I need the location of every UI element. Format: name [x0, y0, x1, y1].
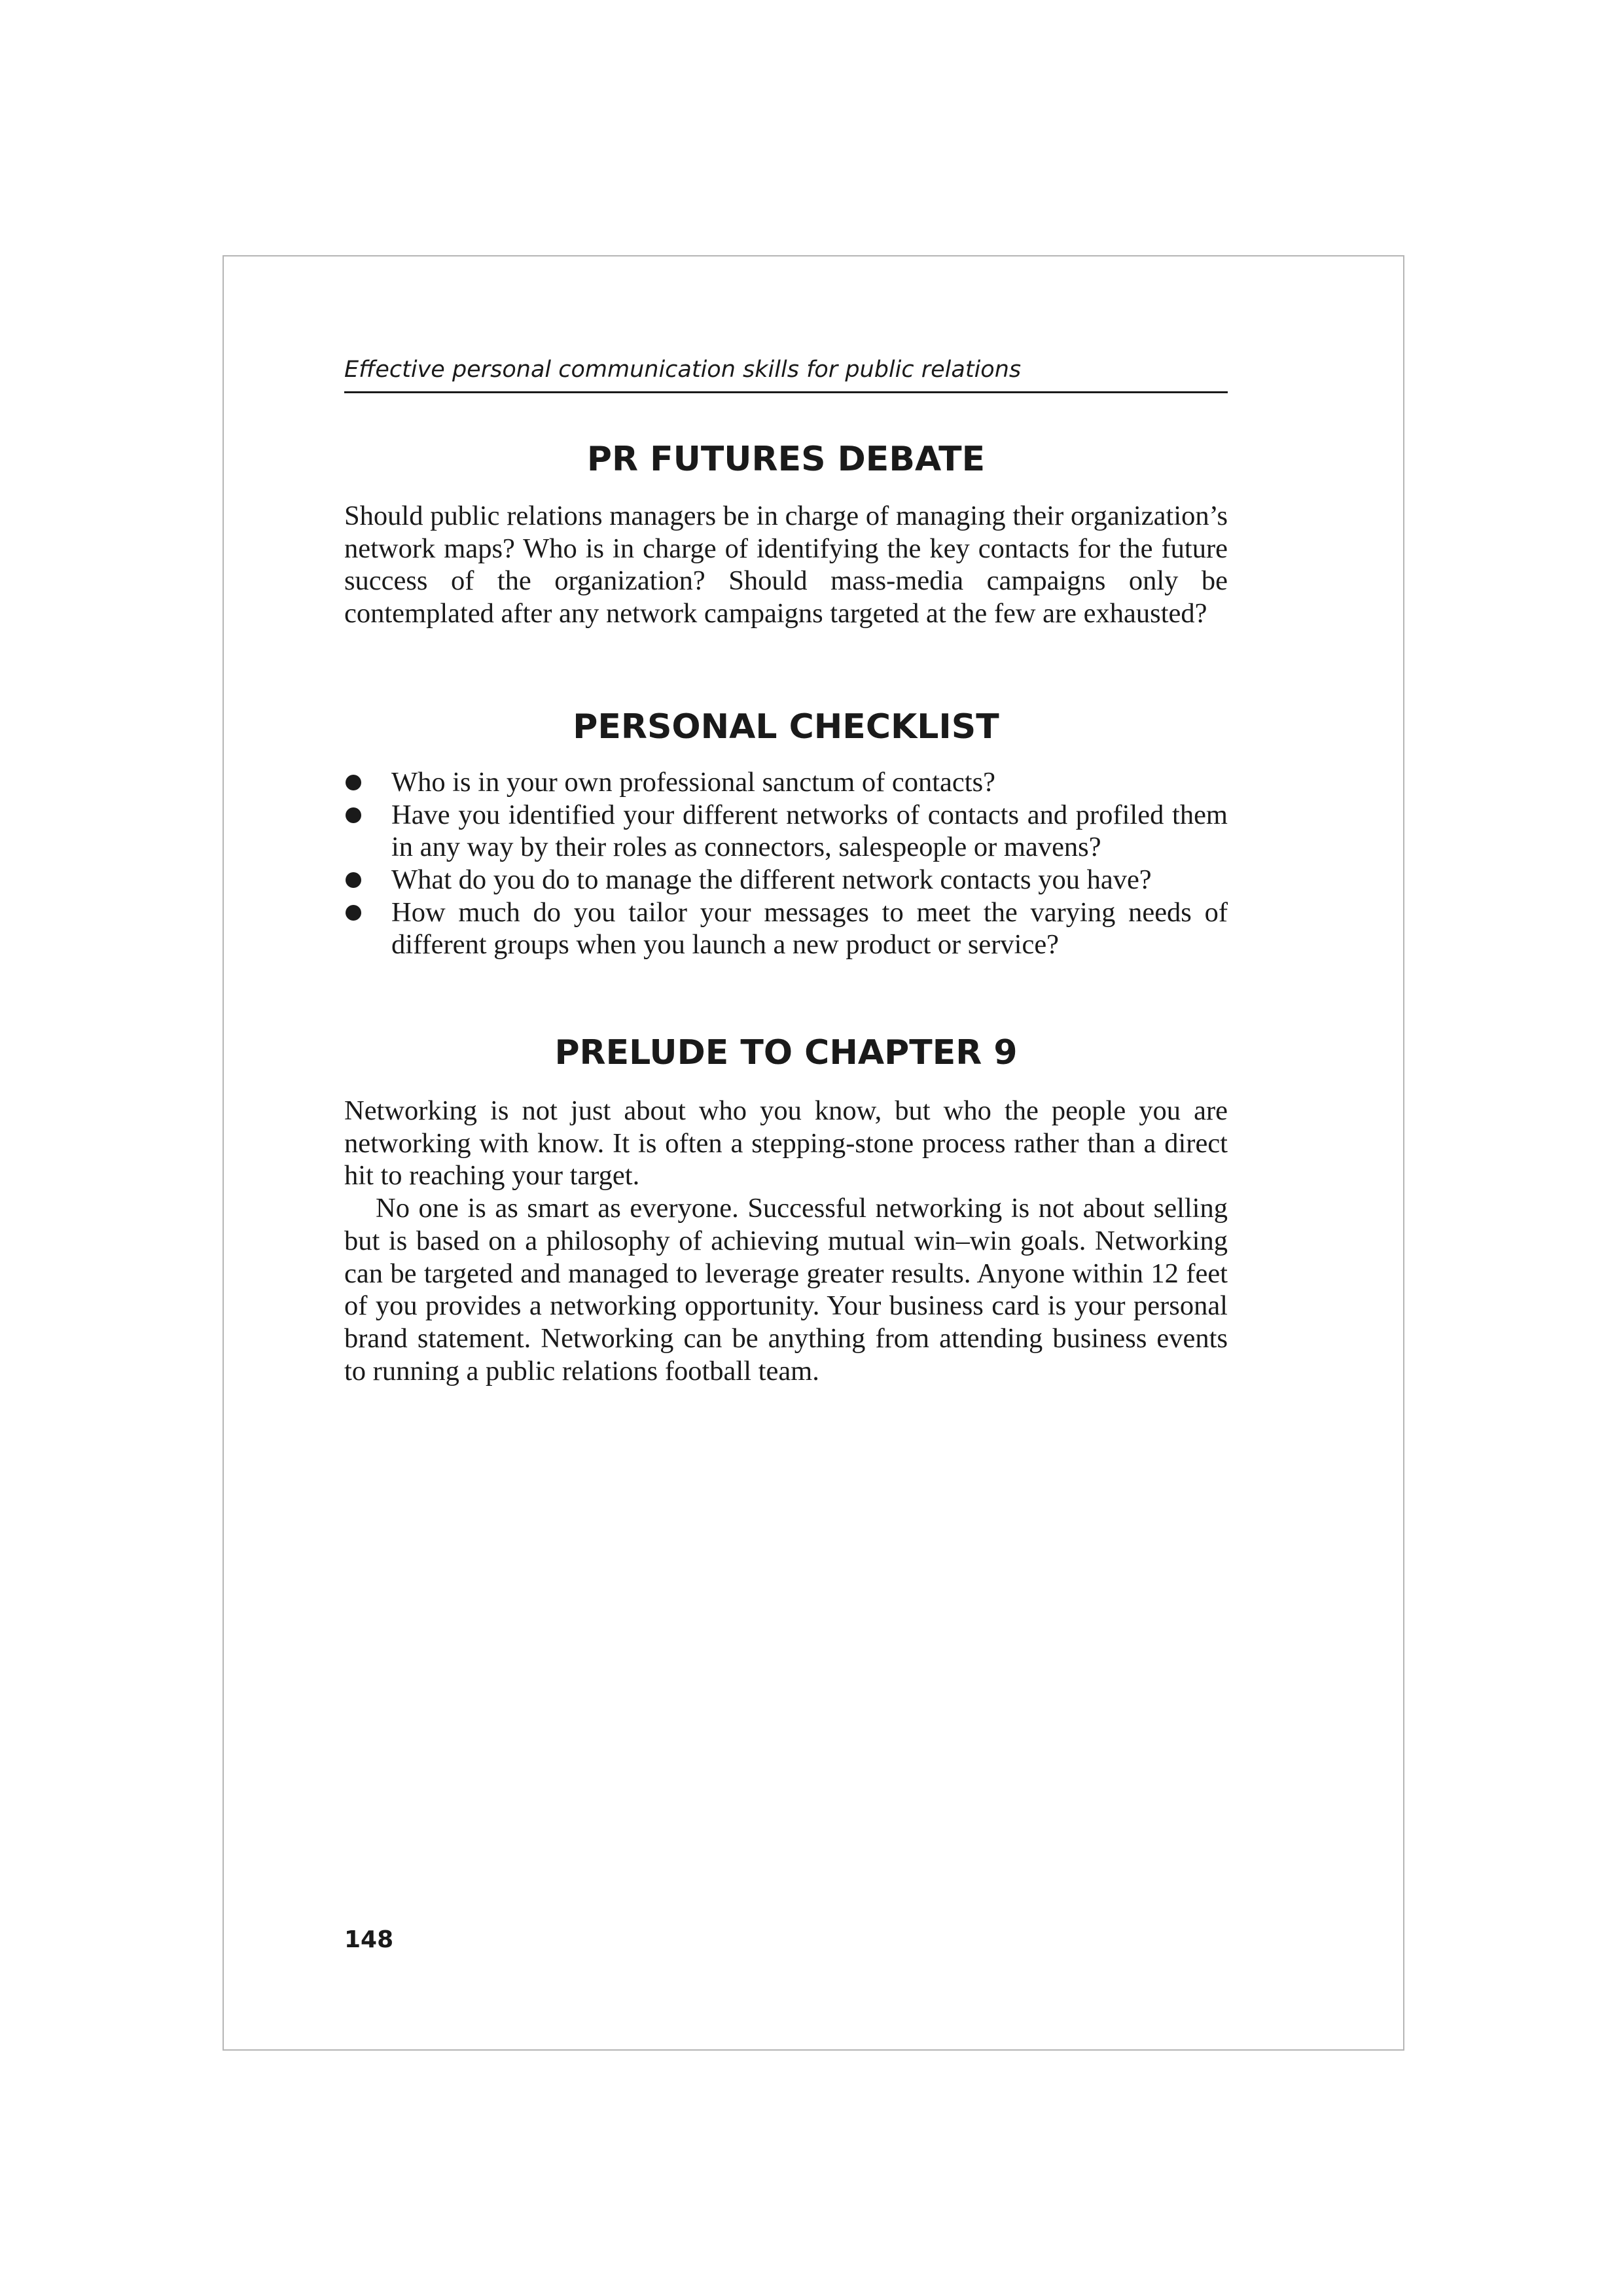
prelude-heading: PRELUDE TO CHAPTER 9: [554, 1033, 1018, 1073]
checklist-item-text: Who is in your own professional sanctum of contacts?: [391, 766, 995, 798]
checklist-item: [344, 864, 1228, 896]
checklist-item-text: What do you do to manage the different network contacts you have?: [391, 864, 1152, 895]
prelude-paragraph: Networking is not just about who you know, but who the people you are networking with know. It is often a stepping-stone process rather than a direct hit to reaching your target.: [344, 1095, 1228, 1192]
running-head: Effective personal communication skills for public relations: [344, 351, 1228, 393]
bullet-icon: [346, 775, 361, 790]
checklist-item: [344, 896, 1228, 961]
checklist-item: [344, 799, 1228, 864]
page-number: 148: [344, 1926, 394, 1953]
personal-checklist: [344, 766, 1228, 961]
page-content: [344, 427, 1228, 1387]
checklist-item-text: Have you identified your different networks of contacts and profiled them in any way by their roles as connectors, salespeople or mavens?: [391, 799, 1228, 863]
bullet-icon: [346, 807, 361, 823]
bullet-icon: [346, 905, 361, 921]
checklist-item: [344, 766, 1228, 799]
prelude-paragraph: No one is as smart as everyone. Successful networking is not about selling but is based on a philosophy of achieving mutual win–win goals. Networking can be targeted and managed to leverage greater results. Anyone within 12 feet of you provides a networking opportunity. Your business card is your personal brand statement. Networking can be anything from attending business events to running a public relations football team.: [344, 1193, 1228, 1386]
futures-debate-paragraph: Should public relations managers be in charge of managing their organization’s network maps? Who is in charge of identifying the key contacts for the future success of the organization? Should mass-media campaigns only be contemplated after any network campaigns targeted at the few are exhausted?: [344, 501, 1228, 629]
personal-checklist-heading: PERSONAL CHECKLIST: [573, 707, 999, 747]
bullet-icon: [346, 872, 361, 888]
checklist-item-text: How much do you tailor your messages to meet the varying needs of different groups when you launch a new product or service?: [391, 896, 1228, 961]
futures-debate-heading: PR FUTURES DEBATE: [586, 440, 986, 479]
